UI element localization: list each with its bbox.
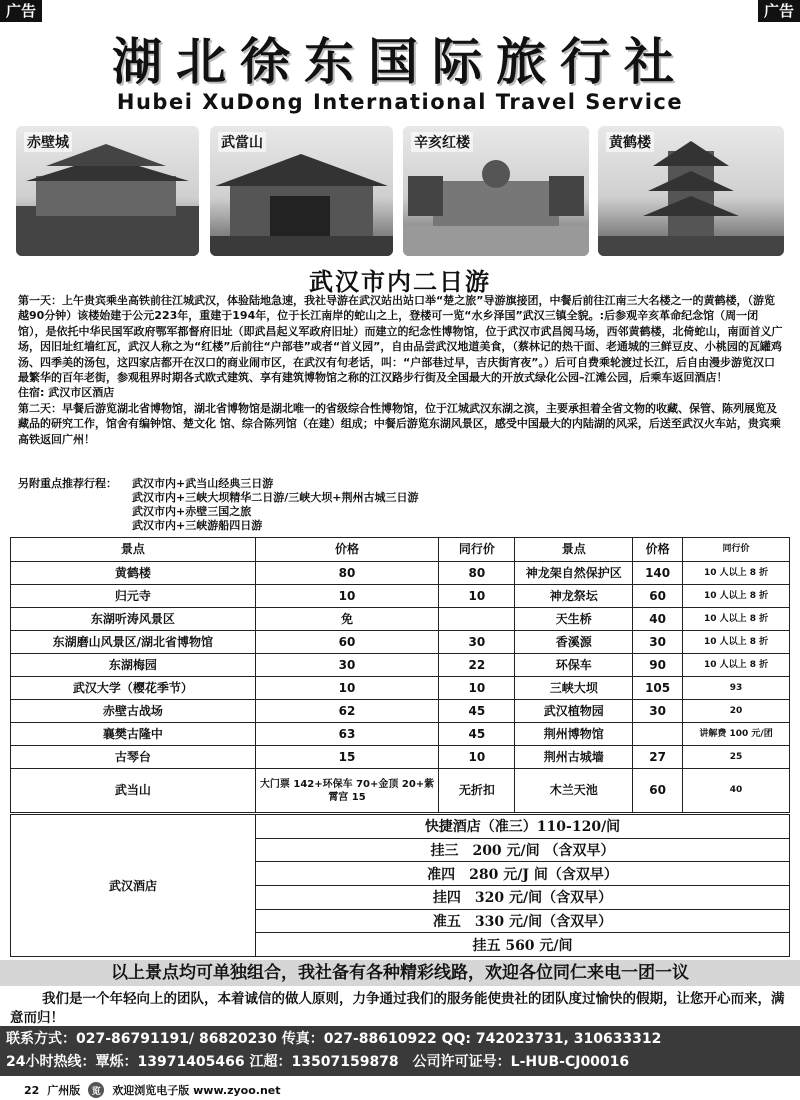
- page-footer: [0, 1080, 800, 1100]
- header-cell: 价格: [633, 538, 683, 562]
- extra-route: 武汉市内+赤壁三国之旅: [132, 505, 252, 518]
- itinerary-stay: 住宿: 武汉市区酒店: [18, 386, 115, 400]
- company-name-en: Hubei XuDong International Travel Service: [116, 90, 684, 114]
- contact-line: 联系方式：027-86791191/ 86820230 传真：027-88610922 QQ: 742023731, 310633312: [6, 1031, 662, 1047]
- tour-title: 武汉市内二日游: [309, 268, 491, 296]
- price-table-header: [11, 538, 790, 562]
- itinerary-day1: 第一天：上午贵宾乘坐高铁前往江城武汉，体验陆地急速，我社导游在武汉站出站口举“楚之旅”导游旗接团，中餐后前往江南三大名楼之一的黄鹤楼，（游览越90分钟）该楼始建于公元223年，重建于194年，位于长江南岸的蛇山之上，登楼可一览“水乡泽国”武汉三镇全貌。:后参观辛亥革命纪念馆（周一闭馆），是依托中华民国军政府鄂军都督府旧址（即武昌起义军政府旧址）而建立的纪念性博物馆，位于武汉市武昌阅马场，西邻黄鹤楼，北倚蛇山，南面首义广场，因旧址红墙红瓦，武汉人称之为“红楼”后前往“户部巷”或者“首义园”，自由品尝武汉地道美食，（蔡林记的热干面、老通城的三鲜豆皮、小桃园的瓦罐鸡汤、四季美的汤包，这四家店都开在汉口的商业闹市区，在武汉有句老话，叫：“户部巷过早，吉庆街宵夜”。）后可自费乘轮渡过长江，后自由漫步游览汉口最繁华的百年老街，参观租界时期各式欧式建筑、享有建筑博物馆之称的江汉路步行街及全国最大的开放式绿化公园–江滩公园，后乘车返回酒店！: [18, 294, 783, 385]
- ad-label-right: 广告: [758, 0, 800, 22]
- photo-chibi-city: [16, 126, 199, 256]
- header-cell: 景点: [11, 538, 256, 562]
- photo-yellow-crane-tower: [598, 126, 784, 256]
- page-number: 22: [24, 1083, 40, 1097]
- itinerary-day2: 第二天：早餐后游览湖北省博物馆，湖北省博物馆是湖北唯一的省级综合性博物馆，位于江城武汉东湖之滨，主要承担着全省文物的收藏、保管、陈列展览及藏品的研究工作，馆舍有编钟馆、楚文化 馆、综合陈列馆（在建）组成；中餐后游览东湖风景区，感受中国最大的内陆湖的风采，后送至武汉火车站，贵宾乘高铁返回广州！: [18, 401, 781, 446]
- table-row: 襄樊古隆中 63 45 荆州博物馆 讲解费 100 元/团: [11, 723, 790, 746]
- itinerary: [18, 293, 784, 447]
- hotline-line: 24小时热线：覃烁：13971405466 江超：13507159878 公司许可证号：L-HUB-CJ00016: [6, 1054, 630, 1070]
- edition-label: 广州版: [47, 1084, 81, 1097]
- publication-logo-icon: 览: [88, 1082, 104, 1098]
- hotel-option: 快捷酒店（准三）110-120/间: [256, 815, 789, 839]
- hotel-price-block: [10, 814, 790, 957]
- header-cell: 景点: [515, 538, 633, 562]
- header-cell: 同行价: [683, 538, 790, 562]
- promo-banner: 以上景点均可单独组合，我社备有各种精彩线路，欢迎各位同仁来电一团一议: [0, 960, 800, 986]
- extra-route: 武汉市内+武当山经典三日游: [132, 477, 274, 490]
- photo-label: 武當山: [218, 132, 266, 152]
- hotel-options: [256, 815, 789, 956]
- photo-red-building: [403, 126, 589, 256]
- hotel-option: 准四 280 元/J 间（含双早）: [256, 862, 789, 886]
- hotel-name: 武汉酒店: [11, 815, 256, 956]
- extra-routes: [18, 477, 784, 533]
- company-name-cn: 湖北徐东国际旅行社: [112, 32, 688, 91]
- table-row: 古琴台 15 10 荆州古城墙 27 25: [11, 746, 790, 769]
- table-row: 东湖听涛风景区 免 天生桥 40 10 人以上 8 折: [11, 608, 790, 631]
- photo-label: 赤壁城: [24, 132, 72, 152]
- table-row: 东湖磨山风景区/湖北省博物馆 60 30 香溪源 30 10 人以上 8 折: [11, 631, 790, 654]
- table-row: 武汉大学（樱花季节） 10 10 三峡大坝 105 93: [11, 677, 790, 700]
- photo-wudang: [210, 126, 393, 256]
- hotel-option: 挂五 560 元/间: [472, 937, 573, 954]
- table-row: 赤壁古战场 62 45 武汉植物园 30 20: [11, 700, 790, 723]
- footer-text: 欢迎浏览电子版 www.zyoo.net: [112, 1084, 281, 1097]
- photo-label: 黄鹤楼: [606, 132, 654, 152]
- photo-label: 辛亥红楼: [411, 132, 473, 152]
- header-cell: 价格: [255, 538, 439, 562]
- contact-bar: [0, 1026, 800, 1076]
- extra-route: 武汉市内+三峡大坝精华二日游/三峡大坝+荆州古城三日游: [132, 491, 419, 504]
- table-row: 归元寺 10 10 神龙祭坛 60 10 人以上 8 折: [11, 585, 790, 608]
- table-row: 黄鹤楼 80 80 神龙架自然保护区 140 10 人以上 8 折: [11, 562, 790, 585]
- hotel-option: 挂三 200 元/间 （含双早）: [256, 839, 789, 863]
- table-row: 武当山 大门票 142+环保车 70+金顶 20+紫霄宫 15 无折扣 木兰天池 60 40: [11, 769, 790, 813]
- company-blurb: 我们是一个年轻向上的团队，本着诚信的做人原则，力争通过我们的服务能使贵社的团队度过愉快的假期，让您开心而来，满意而归！: [10, 991, 785, 1026]
- price-table: [10, 537, 790, 813]
- extra-route: 武汉市内+三峡游船四日游: [132, 519, 263, 532]
- extra-routes-lead: 另附重点推荐行程：: [18, 477, 117, 490]
- hotel-option: 准五 330 元/间（含双早）: [256, 910, 789, 934]
- header-cell: 同行价: [439, 538, 515, 562]
- table-row: 东湖梅园 30 22 环保车 90 10 人以上 8 折: [11, 654, 790, 677]
- hotel-option: 挂四 320 元/间（含双早）: [256, 886, 789, 910]
- ad-label-left: 广告: [0, 0, 42, 22]
